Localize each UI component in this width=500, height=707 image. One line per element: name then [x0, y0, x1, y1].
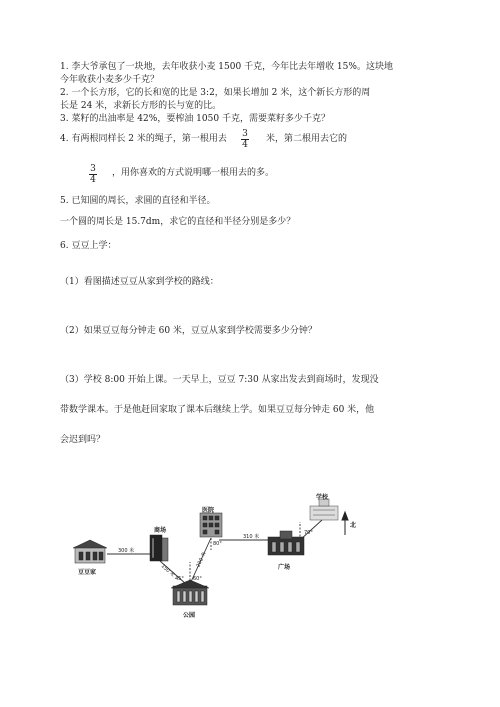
angle-park-2: 60° [193, 576, 202, 582]
label-school: 学校 [316, 494, 329, 501]
angle-hospital: 80° [213, 541, 222, 547]
distance-mall-park: 150 米 [159, 563, 176, 579]
problem-6-title: 6. 豆豆上学： [60, 241, 117, 251]
problem-2-line-2: 长是 24 米，求新长方形的长与宽的比。 [60, 101, 222, 111]
square-building-icon [268, 531, 304, 555]
problem-4-part-1: 4. 有两根同样长 2 米的绳子，第一根用去 [60, 134, 227, 144]
label-square: 广场 [278, 564, 291, 571]
fraction-numerator: 3 [242, 129, 248, 139]
angle-park-1: 45° [175, 576, 184, 582]
north-arrow-icon [342, 512, 348, 535]
problem-6-question-3-line-1: （3）学校 8:00 开始上课。一天早上，豆豆 7:30 从家出发去到商场时，发现没 [60, 375, 379, 385]
distance-home-mall: 300 米 [118, 548, 135, 554]
problem-3: 3. 菜籽的出油率是 42%，要榨油 1050 千克，需要菜籽多少千克？ [60, 114, 330, 124]
problem-6-question-2: （2）如果豆豆每分钟走 60 米，豆豆从家到学校需要多少分钟？ [60, 326, 317, 336]
problem-5-line-1: 5. 已知圆的周长，求圆的直径和半径。 [60, 196, 216, 206]
problem-2-line-1: 2. 一个长方形，它的长和宽的比是 3:2，如果长增加 2 米，这个新长方形的周 [60, 88, 371, 98]
problem-6-question-3-line-2: 带数学课本。于是他赶回家取了课本后继续上学。如果豆豆每分钟走 60 米，他 [60, 405, 375, 415]
label-north: 北 [350, 522, 357, 529]
angle-square-school: 70° [304, 530, 313, 536]
label-park: 公园 [183, 612, 196, 619]
label-mall: 商场 [154, 527, 167, 534]
problem-5-line-2: 一个圆的周长是 15.7dm，求它的直径和半径分别是多少？ [60, 217, 296, 227]
label-hospital: 医院 [202, 507, 215, 514]
hospital-building-icon [200, 513, 222, 537]
distance-hospital-square: 310 米 [243, 534, 260, 540]
problem-4-part-2: 米，第二根用去它的 [266, 134, 348, 144]
fraction-denominator: 4 [242, 140, 248, 150]
problem-6-question-1: （1）看图描述豆豆从家到学校的路线： [60, 277, 219, 287]
school-building-icon [310, 499, 338, 520]
fraction-denominator: 4 [90, 175, 96, 185]
home-building-icon [73, 540, 107, 563]
distance-park-hospital: 200 米 [195, 551, 208, 569]
problem-6-question-3-line-3: 会迟到吗？ [60, 435, 106, 445]
mall-building-icon [150, 535, 168, 561]
problem-4-part-3: ，用你喜欢的方式说明哪一根用去的多。 [112, 168, 275, 178]
label-home: 豆豆家 [78, 569, 97, 576]
park-building-icon [171, 580, 209, 605]
problem-1-line-1: 1. 李大爷承包了一块地，去年收获小麦 1500 千克，今年比去年增收 15%。这块地 [60, 62, 393, 72]
fraction-numerator: 3 [90, 164, 96, 174]
problem-1-line-2: 今年收获小麦多少千克？ [60, 75, 160, 85]
